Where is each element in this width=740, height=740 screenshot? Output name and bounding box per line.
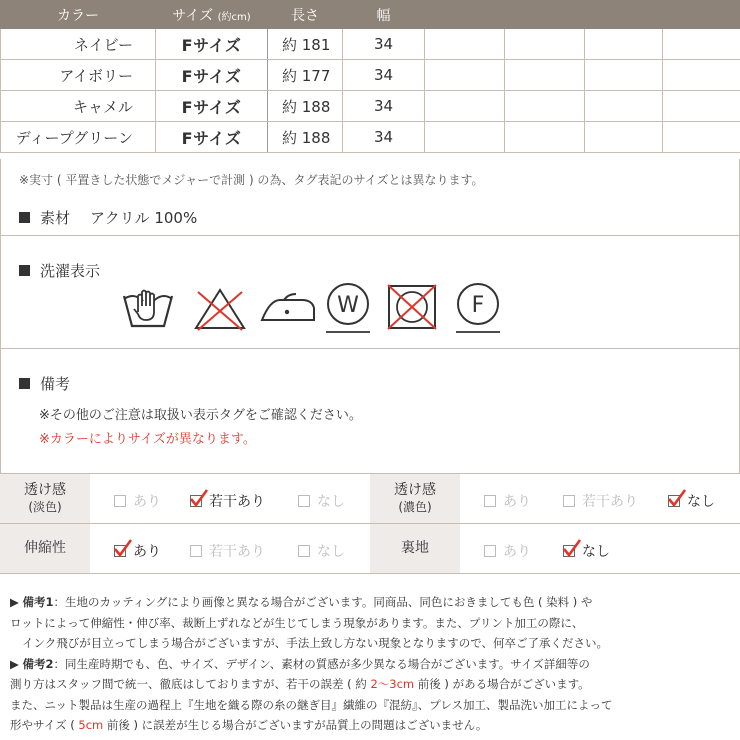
- header-width: 幅: [343, 1, 425, 29]
- checkbox-icon: [563, 545, 575, 557]
- row-color: キャメル: [1, 91, 156, 122]
- note2-text-2b: 前後 ) がある場合がございます。: [414, 677, 590, 691]
- checkbox-icon: [190, 495, 202, 507]
- sheer-label-text: 透け感: [394, 481, 436, 498]
- sheer-dark-slight[interactable]: [563, 491, 638, 511]
- row-color: ネイビー: [1, 29, 156, 60]
- table-row: [1, 122, 740, 153]
- empty-cell: [663, 29, 740, 60]
- sheer-light-label: [0, 474, 90, 524]
- sheer-label-text: 透け感: [24, 481, 66, 498]
- checkmark-icon: [667, 489, 687, 509]
- stretch-label-text: 伸縮性: [24, 540, 66, 556]
- sheer-light-sub: (淡色): [28, 499, 62, 514]
- note2-line3: また、ニット製品は生産の過程上『生地を織る際の糸の継ぎ目』繊維の『混紡』、プレス加工、製品洗い加工によって: [10, 697, 613, 712]
- note1-line2: ロットによって伸縮性・伸び率、裁断上ずれなどが生じてしまう現象があります。また、プリント加工の際に、: [10, 615, 584, 630]
- remarks-heading: [19, 373, 70, 394]
- lining-label: [370, 524, 460, 574]
- empty-cell: [425, 60, 505, 91]
- header-size-label: サイズ: [172, 7, 214, 24]
- note2-line1: [10, 654, 734, 675]
- bullet-square-icon: [19, 265, 30, 276]
- header-size: [156, 1, 268, 29]
- remarks-label: 備考: [40, 375, 71, 393]
- row-size: Fサイズ: [156, 91, 268, 122]
- row-color: アイボリー: [1, 60, 156, 91]
- note2-text-4b: 前後 ) に誤差が生じる場合がございますが品質上の問題はございません。: [103, 718, 488, 732]
- triangle-bullet-icon: ▶: [10, 656, 19, 671]
- lining-no[interactable]: [563, 541, 610, 561]
- option-label: なし: [582, 544, 610, 560]
- empty-cell: [425, 122, 505, 153]
- checkmark-icon: [189, 489, 209, 509]
- bullet-square-icon: [19, 378, 30, 389]
- sheer-light-no[interactable]: [298, 491, 345, 511]
- note2-text-2a: 測り方はスタッフ間で統一、徹底はしておりますが、若干の誤差 ( 約: [10, 677, 371, 691]
- row-size: Fサイズ: [156, 122, 268, 153]
- bullet-square-icon: [19, 212, 30, 223]
- row-length: 約 177: [268, 60, 343, 91]
- note1-line3: インク飛びが目立ってしまう場合がございますが、手法上致し方ない現象となりますので、何卒ご了承ください。: [22, 636, 609, 650]
- checkbox-icon: [298, 545, 310, 557]
- low-iron-icon: [258, 282, 318, 338]
- stretch-no[interactable]: [298, 541, 345, 561]
- row-width: 34: [343, 29, 425, 60]
- sheer-dark-yes[interactable]: [484, 491, 531, 511]
- row-color: ディープグリーン: [1, 122, 156, 153]
- option-label: 若干あり: [582, 494, 638, 510]
- table-row: [1, 29, 740, 60]
- care-label: 洗濯表示: [40, 262, 101, 280]
- row-width: 34: [343, 122, 425, 153]
- header-color: カラー: [1, 1, 156, 29]
- size-table: [0, 0, 740, 153]
- option-label: あり: [503, 544, 531, 560]
- table-row: [1, 60, 740, 91]
- f-letter: F: [471, 293, 485, 318]
- lining-label-text: 裏地: [401, 540, 429, 556]
- lining-yes[interactable]: [484, 541, 531, 561]
- checkbox-icon: [563, 495, 575, 507]
- empty-cell: [663, 60, 740, 91]
- empty-cell: [663, 122, 740, 153]
- stretch-yes[interactable]: [114, 541, 161, 561]
- hand-wash-icon: [118, 282, 178, 338]
- empty-cell: [505, 91, 585, 122]
- w-letter: W: [337, 293, 359, 318]
- row-width: 34: [343, 91, 425, 122]
- checkbox-icon: [190, 545, 202, 557]
- empty-cell: [425, 91, 505, 122]
- note1-label: 備考1: [22, 595, 54, 609]
- measure-note: ※実寸 ( 平置きした状態でメジャーで計測 ) の為、タグ表記のサイズとは異なります。: [19, 173, 484, 187]
- header-blank: [585, 1, 663, 29]
- note1-text-1: ：生地のカッティングにより画像と異なる場合がございます。同商品、同色におきましても色 ( 染料 ) や: [53, 595, 593, 609]
- row-width: 34: [343, 60, 425, 91]
- no-bleach-icon: [190, 282, 250, 338]
- checkbox-icon: [114, 495, 126, 507]
- dry-clean-f-icon: [448, 282, 508, 338]
- note2-text-1: ：同生産時期でも、色、サイズ、デザイン、素材の質感が多少異なる場合がございます。サイズ詳細等の: [53, 656, 590, 671]
- sheer-light-slight[interactable]: [190, 491, 265, 511]
- header-blank: [663, 1, 740, 29]
- table-row: [1, 91, 740, 122]
- material-value: アクリル 100%: [90, 209, 198, 227]
- checkmark-icon: [113, 539, 133, 559]
- dry-clean-w-icon: [318, 282, 378, 338]
- sheer-dark-label: [370, 474, 460, 524]
- row-length: 約 181: [268, 29, 343, 60]
- note2-text-4a: 形やサイズ (: [10, 718, 79, 732]
- note2-range-2: 5cm: [78, 718, 104, 732]
- option-label: あり: [503, 494, 531, 510]
- sheer-dark-no[interactable]: [668, 491, 715, 511]
- header-blank: [505, 1, 585, 29]
- remark-line-1: ※その他のご注意は取扱い表示タグをご確認ください。: [39, 408, 362, 423]
- empty-cell: [585, 122, 663, 153]
- empty-cell: [585, 60, 663, 91]
- material-heading: [19, 207, 197, 228]
- option-label: なし: [687, 494, 715, 510]
- option-label: なし: [317, 544, 345, 560]
- header-length: 長さ: [268, 1, 343, 29]
- option-label: 若干あり: [209, 544, 265, 560]
- option-label: なし: [317, 494, 345, 510]
- stretch-slight[interactable]: [190, 541, 265, 561]
- sheer-light-yes[interactable]: [114, 491, 161, 511]
- remarks-section: [0, 349, 740, 474]
- option-label: あり: [133, 494, 161, 510]
- empty-cell: [663, 91, 740, 122]
- checkbox-icon: [484, 545, 496, 557]
- note2-line4: [10, 715, 734, 736]
- empty-cell: [505, 29, 585, 60]
- header-size-unit: (約cm): [217, 11, 251, 23]
- empty-cell: [505, 60, 585, 91]
- empty-cell: [585, 29, 663, 60]
- row-length: 約 188: [268, 122, 343, 153]
- option-label: あり: [133, 544, 161, 560]
- remark-line-2: ※カラーによりサイズが異なります。: [39, 432, 256, 447]
- note2-line2: [10, 674, 734, 695]
- care-heading: [19, 260, 100, 281]
- material-label: 素材: [40, 209, 71, 227]
- checkbox-icon: [298, 495, 310, 507]
- note2-label: 備考2: [22, 656, 54, 671]
- note1-line1: [10, 592, 734, 613]
- row-length: 約 188: [268, 91, 343, 122]
- footnotes: [10, 592, 734, 736]
- no-tumble-dry-icon: [382, 282, 442, 338]
- row-size: Fサイズ: [156, 60, 268, 91]
- sheer-dark-sub: (濃色): [398, 499, 432, 514]
- triangle-bullet-icon: ▶: [10, 595, 19, 609]
- header-blank: [425, 1, 505, 29]
- checkbox-icon: [114, 545, 126, 557]
- empty-cell: [505, 122, 585, 153]
- table-header-row: [1, 1, 740, 29]
- empty-cell: [585, 91, 663, 122]
- row-size: Fサイズ: [156, 29, 268, 60]
- checkbox-icon: [484, 495, 496, 507]
- feature-grid: [0, 474, 740, 574]
- checkmark-icon: [562, 539, 582, 559]
- checkbox-icon: [668, 495, 680, 507]
- material-section: [0, 159, 740, 236]
- empty-cell: [425, 29, 505, 60]
- note2-range-1: 2～3cm: [370, 677, 415, 691]
- option-label: 若干あり: [209, 494, 265, 510]
- stretch-label: [0, 524, 90, 574]
